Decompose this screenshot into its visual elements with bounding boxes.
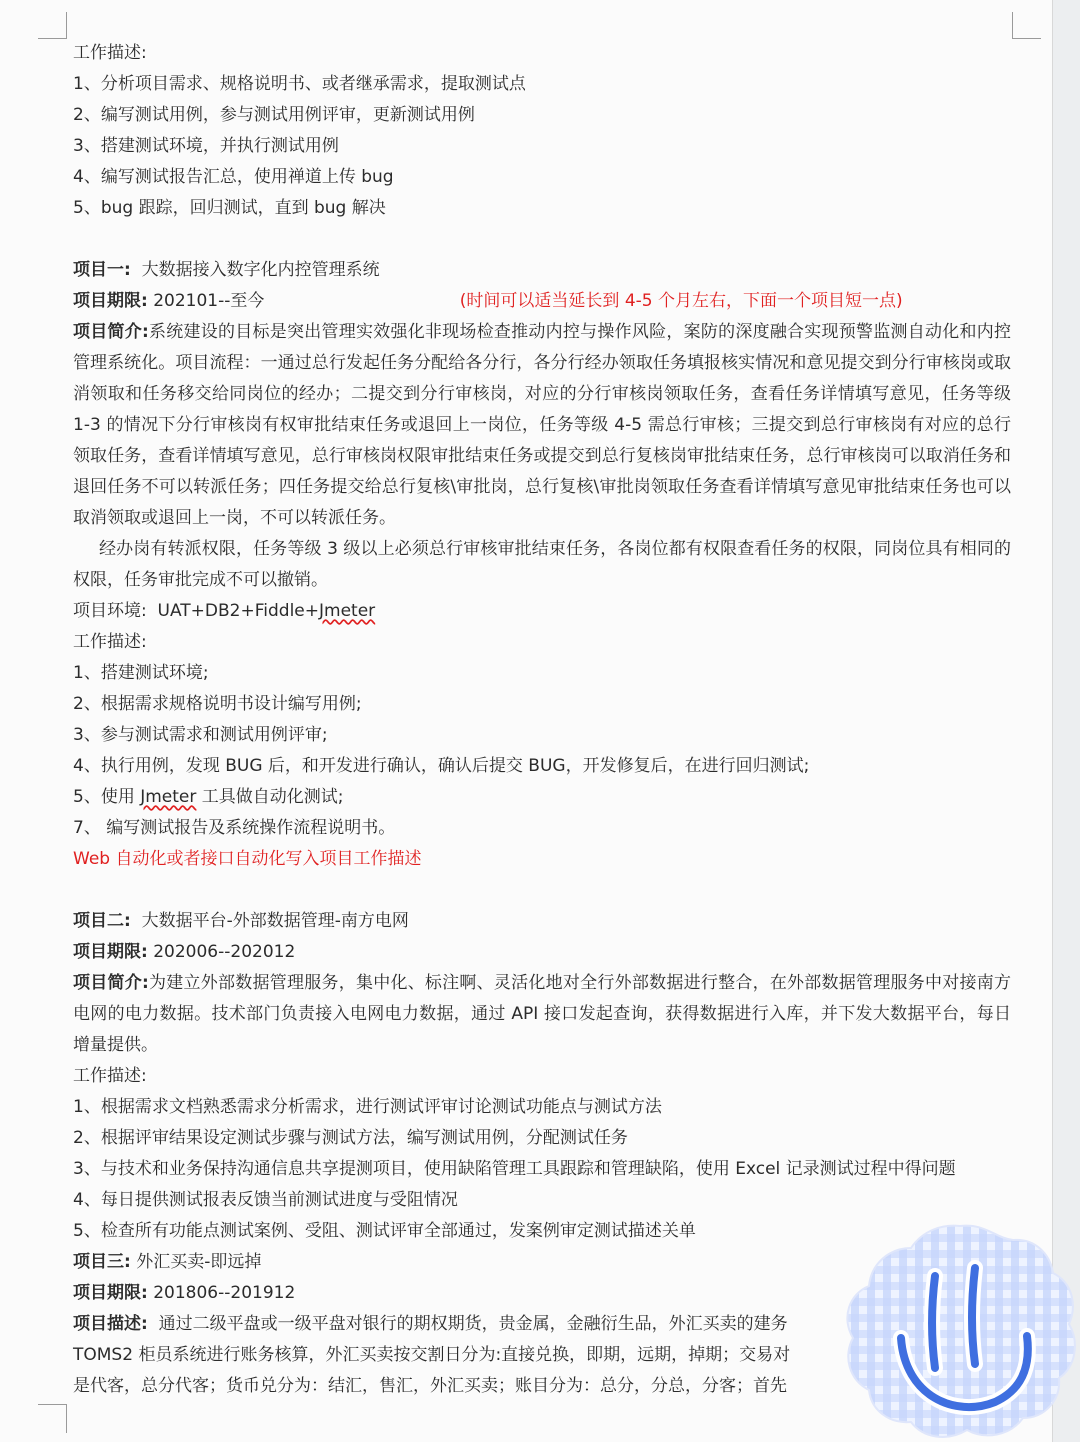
- smiley-sticker-icon: [835, 1218, 1080, 1442]
- project2-work-heading: 工作描述:: [73, 1066, 147, 1086]
- project1-period-value: 202101--至今: [153, 291, 265, 311]
- list-item: 1、根据需求文档熟悉需求分析需求，进行测试评审讨论测试功能点与测试方法: [73, 1097, 662, 1117]
- project3-desc-text: 通过二级平盘或一级平盘对银行的期权期货，贵金属，金融衍生品，外汇买卖的建务: [158, 1314, 788, 1334]
- project1-period-label: 项目期限:: [73, 291, 148, 311]
- list-item: 1、分析项目需求、规格说明书、或者继承需求，提取测试点: [73, 74, 526, 94]
- list-item: 7、 编写测试报告及系统操作流程说明书。: [73, 818, 396, 838]
- work-item5-suffix: 工具做自动化测试;: [196, 787, 344, 807]
- list-item: 2、编写测试用例，参与测试用例评审，更新测试用例: [73, 105, 475, 125]
- project1-red-note: Web 自动化或者接口自动化写入项目工作描述: [73, 849, 422, 869]
- list-item: [73, 782, 1011, 813]
- project1-env-label: 项目环境:: [73, 601, 147, 621]
- project1-env-tool: Jmeter: [319, 601, 376, 621]
- project3-desc-line: 是代客，总分代客；货币兑分为：结汇，售汇，外汇买卖；账目分为：总分，分总，分客；首先: [73, 1376, 787, 1396]
- project3-desc-label: 项目描述:: [73, 1314, 148, 1334]
- list-item: 4、执行用例，发现 BUG 后，和开发进行确认，确认后提交 BUG，开发修复后，在进行回归测试;: [73, 756, 810, 776]
- project1-period-note: (时间可以适当延长到 4-5 个月左右，下面一个项目短一点): [459, 291, 903, 311]
- project3-name-label: 项目三:: [73, 1252, 131, 1272]
- project2-intro-label: 项目简介:: [73, 973, 149, 993]
- project2-period-value: 202006--202012: [153, 942, 296, 962]
- project1-intro-label: 项目简介:: [73, 322, 149, 342]
- page-corner-mark-top-right: [1012, 12, 1041, 39]
- project3-name: 外汇买卖-即远掉: [136, 1252, 262, 1272]
- list-item: 3、与技术和业务保持沟通信息共享提测项目，使用缺陷管理工具跟踪和管理缺陷，使用 Excel 记录测试过程中得问题: [73, 1159, 956, 1179]
- work-item5-tool: Jmeter: [140, 787, 197, 807]
- project2-intro-text: 为建立外部数据管理服务，集中化、标注啊、灵活化地对全行外部数据进行整合，在外部数据管理服务中对接南方电网的电力数据。技术部门负责接入电网电力数据，通过 API 接口发起查询，获得数据进行入库，并下发大数据平台，每日增量提供。: [73, 973, 1011, 1055]
- list-item: 3、参与测试需求和测试用例评审;: [73, 725, 328, 745]
- project2-name: 大数据平台-外部数据管理-南方电网: [141, 911, 409, 931]
- project1-name-label: 项目一:: [73, 260, 131, 280]
- list-item: 5、bug 跟踪，回归测试，直到 bug 解决: [73, 198, 386, 218]
- project2-name-label: 项目二:: [73, 911, 131, 931]
- project1-intro: [73, 317, 1011, 534]
- project2-period-label: 项目期限:: [73, 942, 148, 962]
- project2-title: [73, 906, 1011, 937]
- list-item: 4、编写测试报告汇总，使用禅道上传 bug: [73, 167, 394, 187]
- project1-intro-continued: 经办岗有转派权限，任务等级 3 级以上必须总行审核审批结束任务，各岗位都有权限查看任务的权限，同岗位具有相同的权限，任务审批完成不可以撤销。: [73, 539, 1011, 590]
- project3-period-label: 项目期限:: [73, 1283, 148, 1303]
- project1-environment: [73, 596, 1011, 627]
- list-item: 3、搭建测试环境，并执行测试用例: [73, 136, 339, 156]
- project1-name: 大数据接入数字化内控管理系统: [141, 260, 380, 280]
- list-item: 5、检查所有功能点测试案例、受阻、测试评审全部通过，发案例审定测试描述关单: [73, 1221, 696, 1241]
- project3-desc-line: TOMS2 柜员系统进行账务核算，外汇买卖按交割日分为:直接兑换，即期，远期，掉期；交易对: [73, 1345, 791, 1365]
- project1-period: [73, 286, 1011, 317]
- list-item: 4、每日提供测试报表反馈当前测试进度与受阻情况: [73, 1190, 458, 1210]
- list-item: 1、搭建测试环境;: [73, 663, 209, 683]
- work-item5-prefix: 5、使用: [73, 787, 141, 807]
- project3-period-value: 201806--201912: [153, 1283, 296, 1303]
- project1-env-prefix: UAT+DB2+Fiddle+: [157, 601, 320, 621]
- project1-work-heading: 工作描述:: [73, 632, 147, 652]
- document-body: [73, 38, 1011, 1402]
- page-corner-mark-top-left: [38, 12, 67, 39]
- list-item: 2、根据评审结果设定测试步骤与测试方法，编写测试用例，分配测试任务: [73, 1128, 628, 1148]
- work-description-heading: 工作描述:: [73, 43, 147, 63]
- page-corner-mark-bottom-left: [38, 1404, 67, 1433]
- project2-period: [73, 937, 1011, 968]
- project2-intro: [73, 968, 1011, 1061]
- list-item: 2、根据需求规格说明书设计编写用例;: [73, 694, 362, 714]
- project1-intro-text: 系统建设的目标是突出管理实效强化非现场检查推动内控与操作风险，案防的深度融合实现预警监测自动化和内控管理系统化。项目流程：一通过总行发起任务分配给各分行，各分行经办领取任务填报核实情况和意见提交到分行审核岗或取消领取和任务移交给同岗位的经办；二提交到分行审核岗，对应的分行审核岗领取任务，查看任务详情填写意见，任务等级 1-3 的情况下分行审核岗有权审批结束任务或退回上一岗位，任务等级 4-5 需总行审核；三提交到总行审核岗有对应的总行领取任务，查看详情填写意见，总行审核岗权限审批结束任务或提交到总行复核岗审批结束任务，总行审核岗可以取消任务和退回任务不可以转派任务；四任务提交给总行复核\审批岗，总行复核\审批岗领取任务查看详情填写意见审批结束任务也可以取消领取或退回上一岗，不可以转派任务。: [73, 322, 1011, 528]
- project1-title: [73, 255, 1011, 286]
